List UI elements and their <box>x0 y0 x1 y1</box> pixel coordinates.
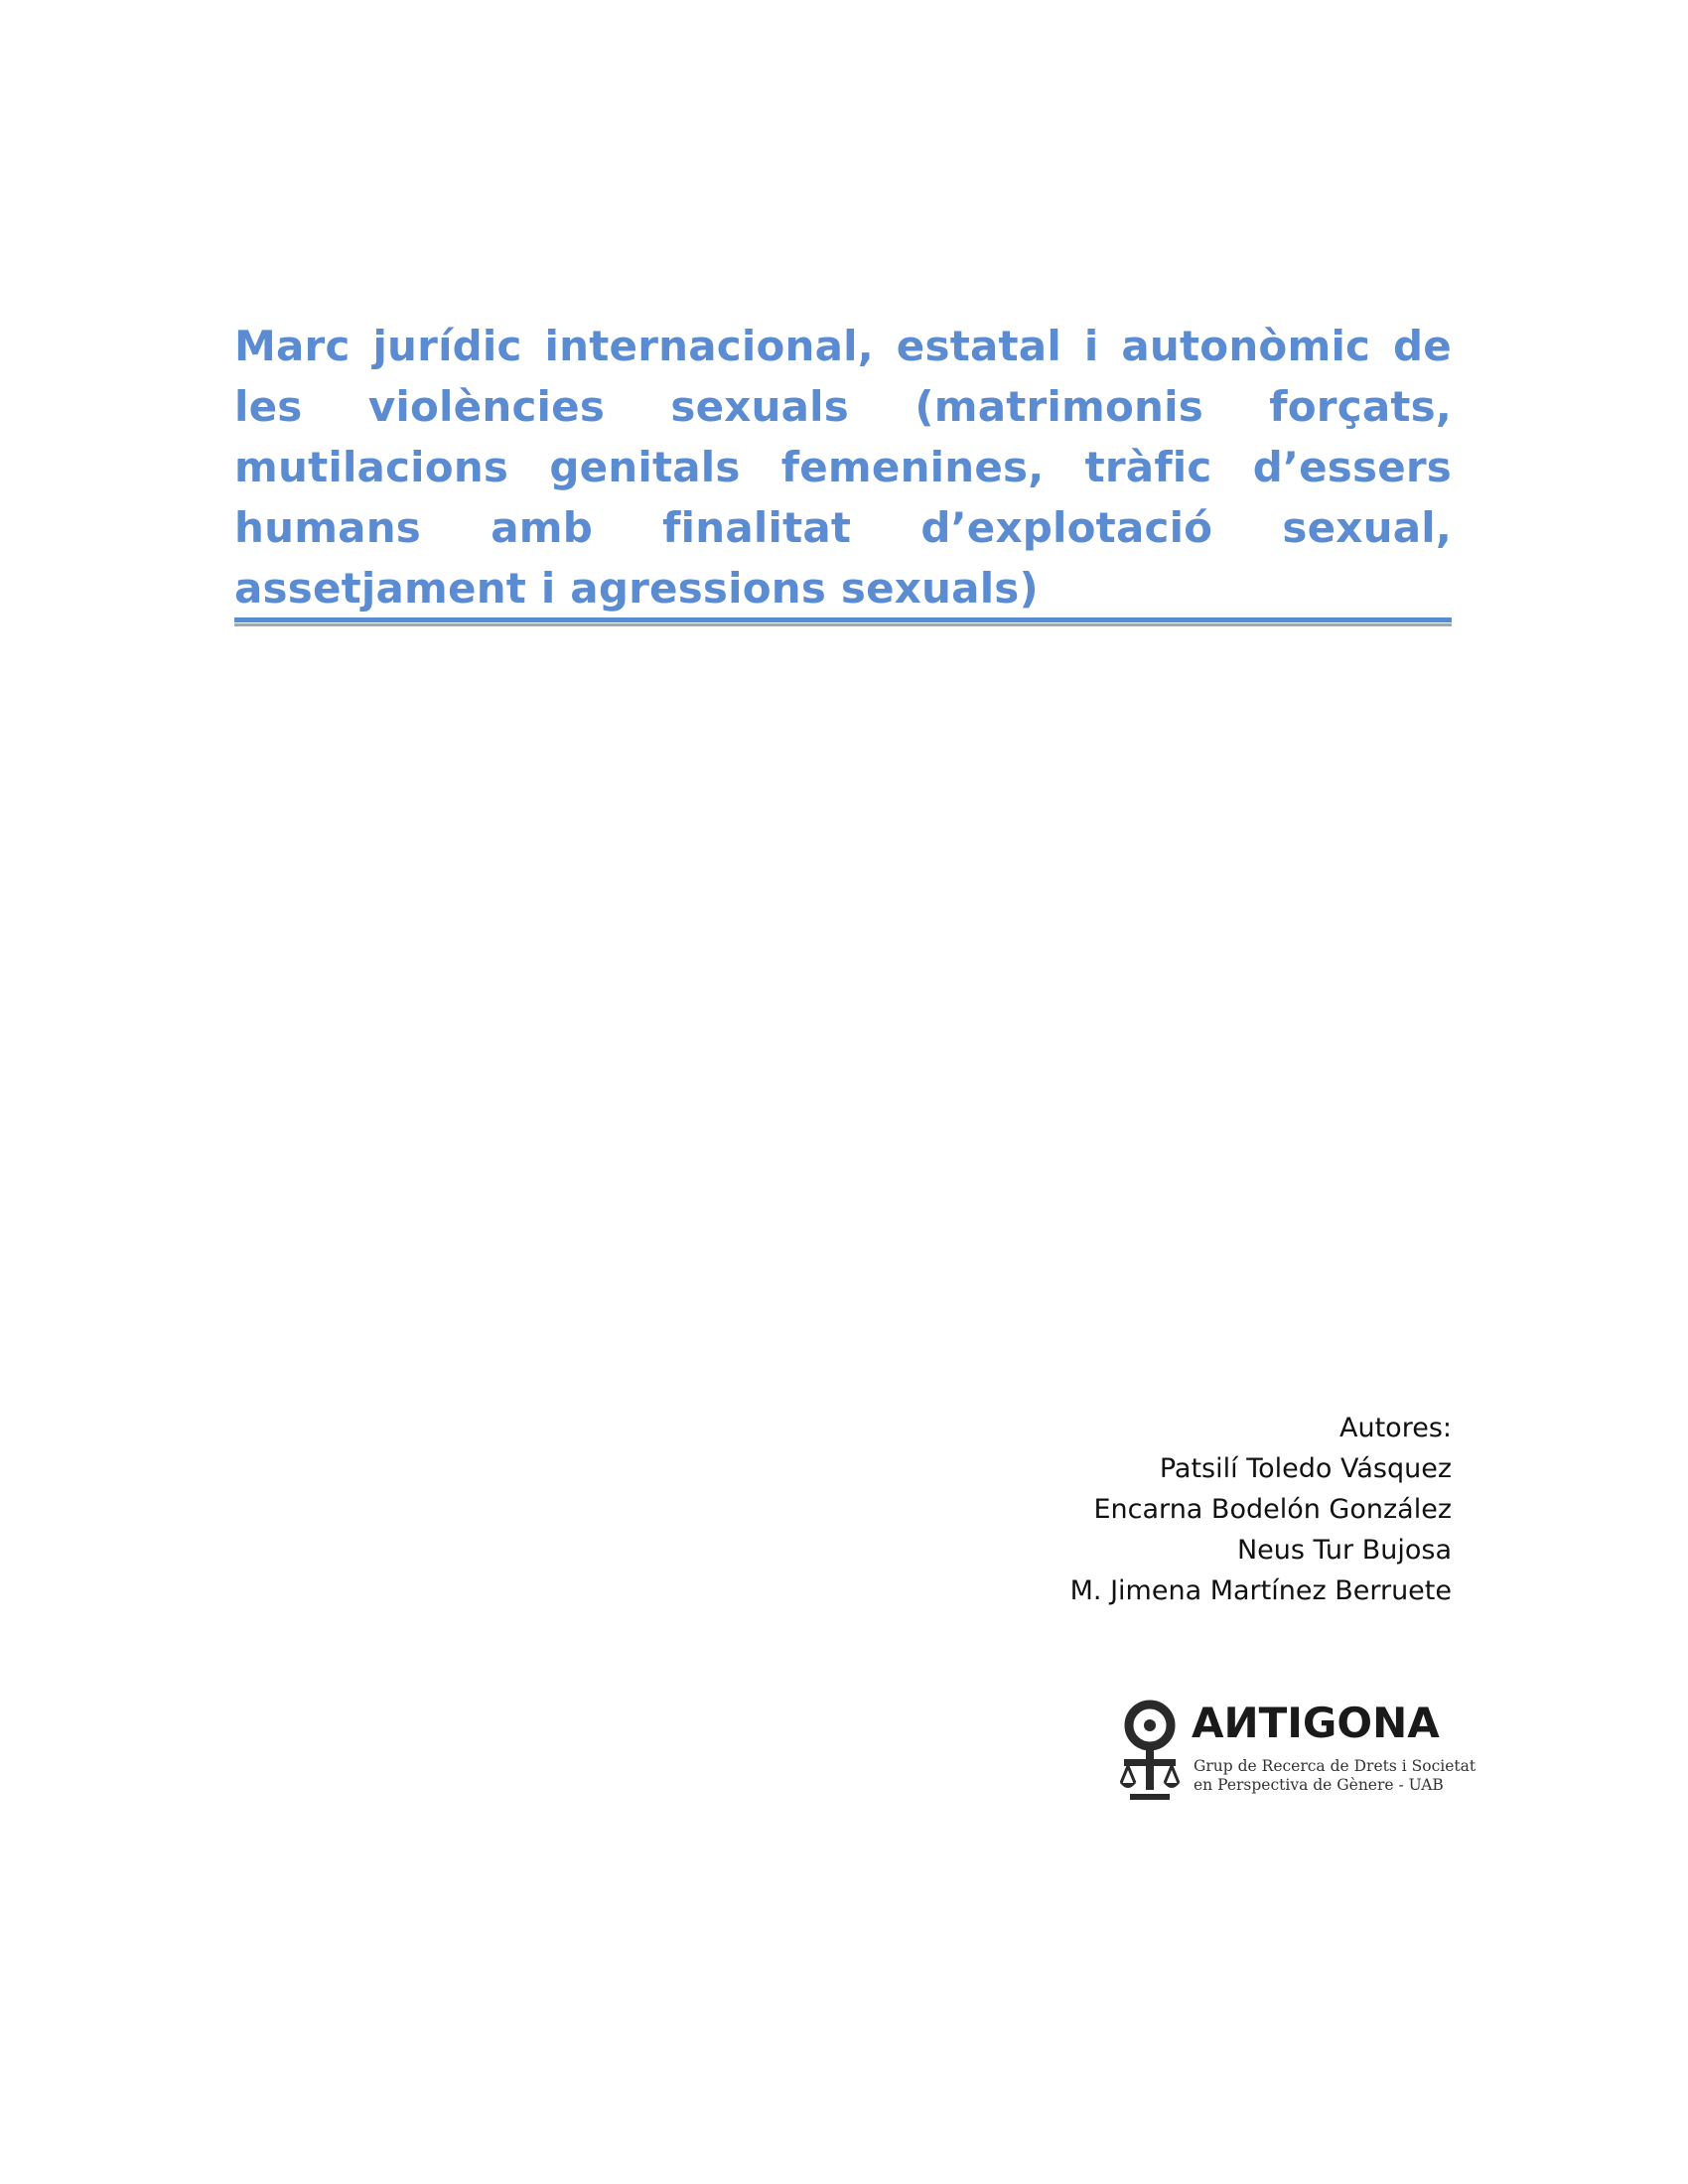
antigona-logo <box>1110 1688 1477 1809</box>
title-divider-grey-line <box>234 623 1452 626</box>
author-name: Neus Tur Bujosa <box>1236 1535 1452 1566</box>
author-name: M. Jimena Martínez Berruete <box>1069 1575 1452 1606</box>
authors-block <box>757 1408 1452 1611</box>
authors-label: Autores: <box>1339 1413 1452 1443</box>
author-name: Encarna Bodelón González <box>1093 1494 1452 1525</box>
author-name: Patsilí Toledo Vásquez <box>1159 1453 1452 1484</box>
logo-subtitle-line: en Perspectiva de Gènere - UAB <box>1194 1776 1444 1794</box>
logo-subtitle <box>1194 1757 1476 1795</box>
title-divider-blue-line <box>234 617 1452 622</box>
logo-subtitle-line: Grup de Recerca de Drets i Societat <box>1194 1757 1477 1775</box>
logo-wordmark: AИTIGONA <box>1192 1699 1440 1747</box>
document-title: Marc jurídic internacional, estatal i autonòmic de les violències sexuals (matrimonis forçats, mutilacions genitals femenines, tràfic d’essers humans amb finalitat d’explotació sexual, assetjament i agressions sexuals) <box>234 322 1452 613</box>
title-divider <box>234 617 1452 627</box>
venus-scales-icon <box>1120 1696 1190 1803</box>
